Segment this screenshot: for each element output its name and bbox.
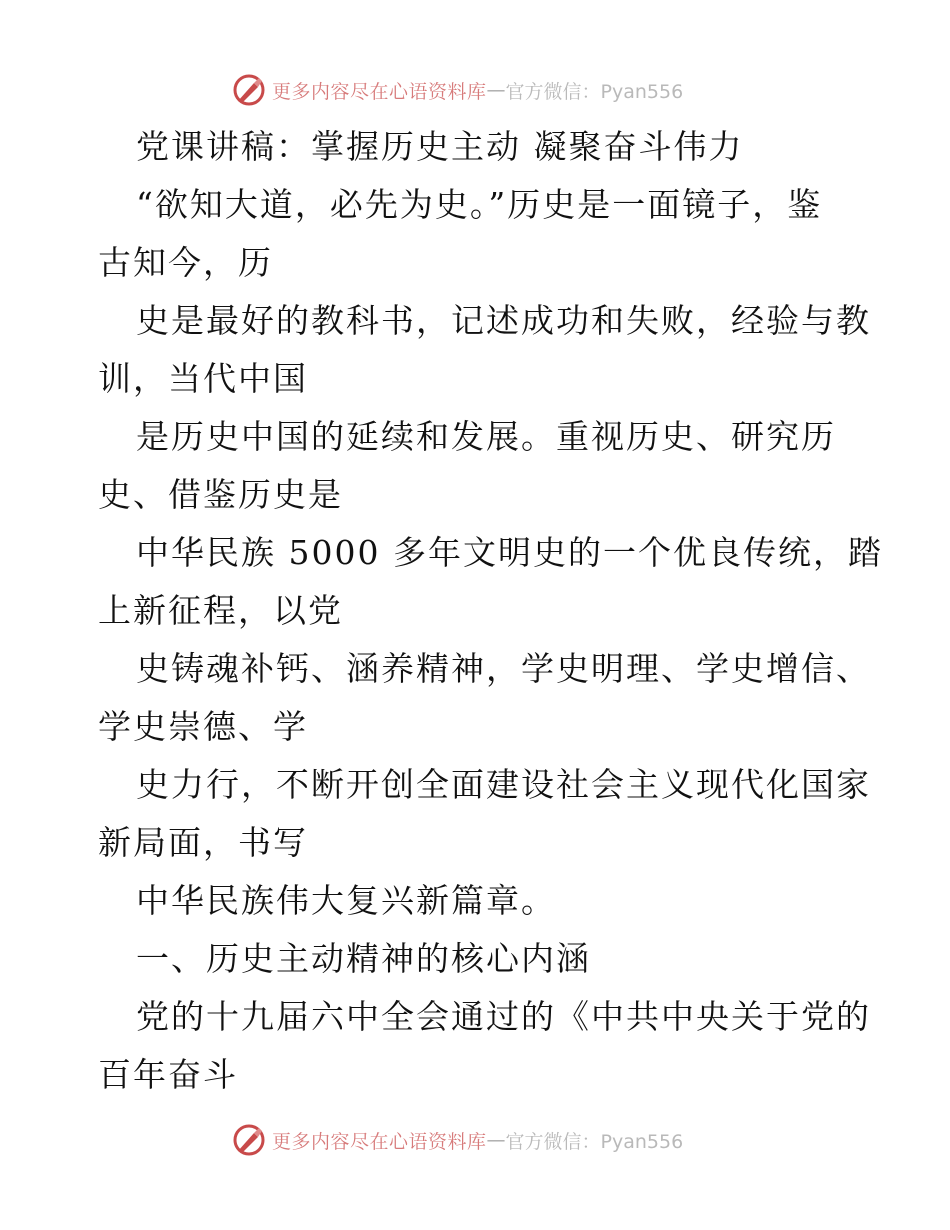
document-body [98,118,883,1104]
banner-wechat-id: 官方微信：Pyan556 [505,1130,684,1153]
paragraph-line: 是历史中国的延续和发展。重视历史、研究历 [136,417,836,456]
paragraph-line: “欲知大道，必先为史。”历史是一面镜子，鉴 [136,185,823,224]
paragraph-line: 百年奋斗 [98,1055,238,1094]
header-banner [232,72,712,108]
banner-site-text: 更多内容尽在心语资料库 [272,80,487,103]
pen-logo-icon [232,73,266,107]
banner-site-text: 更多内容尽在心语资料库 [272,1130,487,1153]
paragraph-line: 中华民族 5000 多年文明史的一个优良传统，踏 [136,533,883,572]
document-title: 党课讲稿：掌握历史主动 凝聚奋斗伟力 [136,127,744,166]
paragraph-line: 中华民族伟大复兴新篇章。 [136,881,556,920]
paragraph-line: 史是最好的教科书，记述成功和失败，经验与教 [136,301,871,340]
banner-wechat-id: 官方微信：Pyan556 [505,80,684,103]
paragraph-line: 史铸魂补钙、涵养精神，学史明理、学史增信、 [136,649,871,688]
paragraph-line: 古知今，历 [98,243,273,282]
footer-banner [232,1122,712,1158]
paragraph-line: 史、借鉴历史是 [98,475,343,514]
banner-separator: — [486,1129,506,1151]
paragraph-line: 学史崇德、学 [98,707,308,746]
paragraph-line: 上新征程，以党 [98,591,343,630]
banner-separator: — [486,79,506,101]
paragraph-line: 新局面，书写 [98,823,308,862]
section-heading: 一、历史主动精神的核心内涵 [136,939,591,978]
paragraph-line: 训，当代中国 [98,359,308,398]
paragraph-line: 史力行，不断开创全面建设社会主义现代化国家 [136,765,871,804]
pen-logo-icon [232,1123,266,1157]
paragraph-line: 党的十九届六中全会通过的《中共中央关于党的 [136,997,871,1036]
